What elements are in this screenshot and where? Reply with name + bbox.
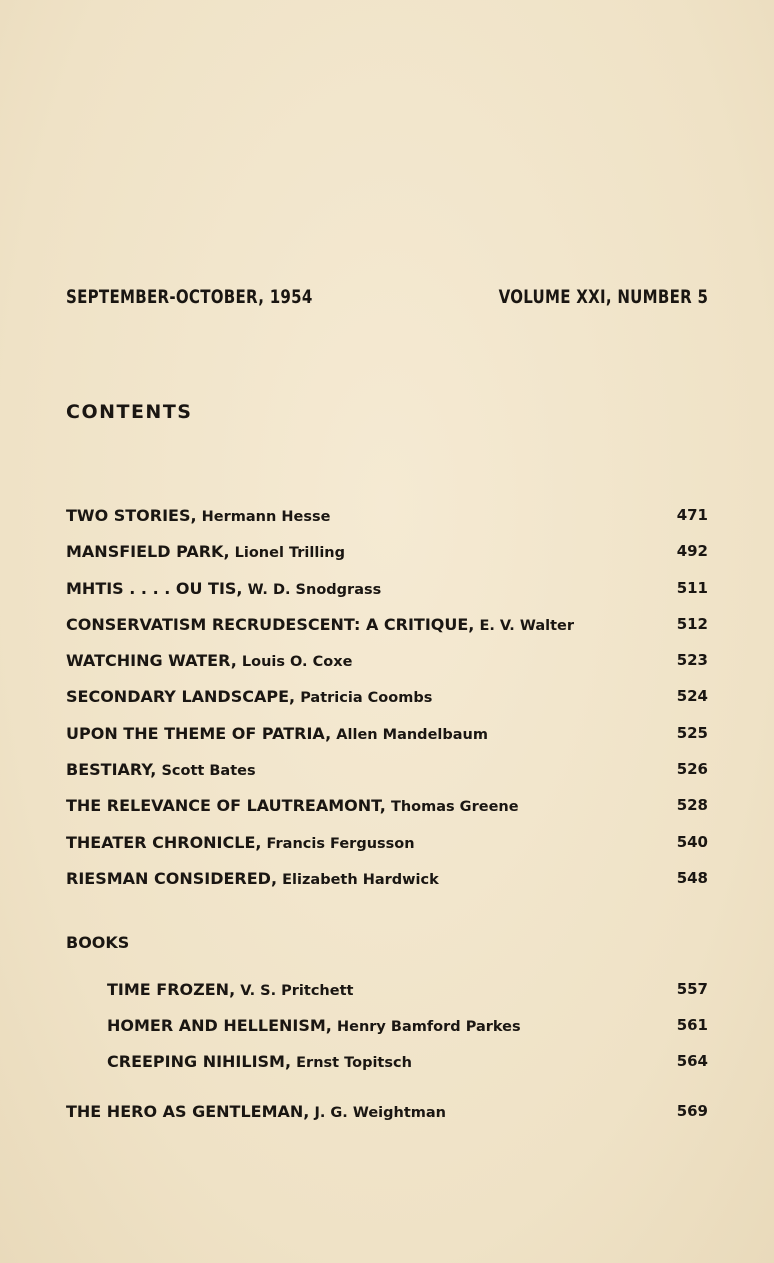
entry-author: Patricia Coombs: [300, 690, 433, 706]
entry-title: THE HERO AS GENTLEMAN,: [66, 1102, 310, 1121]
book-entry: [66, 980, 708, 1004]
entry-page: 561: [676, 1016, 708, 1034]
entry-title: THE RELEVANCE OF LAUTREAMONT,: [66, 796, 386, 815]
entry-page: 525: [676, 724, 708, 742]
entry-title: WATCHING WATER,: [66, 651, 237, 670]
entry-page: 569: [676, 1102, 708, 1120]
entry-page: 524: [676, 687, 708, 705]
entry-author: Ernst Topitsch: [296, 1055, 412, 1071]
toc-entry: [66, 760, 708, 784]
toc-entry: [66, 579, 708, 603]
toc-entry: [66, 1102, 708, 1126]
entry-author: W. D. Snodgrass: [247, 582, 382, 598]
toc-entry: [66, 542, 708, 566]
entry-author: Elizabeth Hardwick: [282, 872, 439, 888]
toc-entry: [66, 833, 708, 857]
toc-entry: [66, 615, 708, 639]
entry-title: MHTIS . . . . OU TIS,: [66, 579, 243, 598]
entry-author: Scott Bates: [161, 763, 256, 779]
entry-page: 492: [676, 542, 708, 560]
toc-entry: [66, 651, 708, 675]
entry-title: MANSFIELD PARK,: [66, 542, 230, 561]
entry-author: J. G. Weightman: [314, 1105, 446, 1121]
entry-author: Lionel Trilling: [234, 545, 345, 561]
entry-title: HOMER AND HELLENISM,: [107, 1016, 332, 1035]
contents-heading: CONTENTS: [66, 401, 193, 423]
entry-page: 540: [676, 833, 708, 851]
entry-title: TIME FROZEN,: [107, 980, 236, 999]
entry-title: TWO STORIES,: [66, 506, 197, 525]
toc-entry: [66, 796, 708, 820]
entry-page: 528: [676, 796, 708, 814]
entry-title: BESTIARY,: [66, 760, 157, 779]
entry-page: 526: [676, 760, 708, 778]
issue-date: SEPTEMBER-OCTOBER, 1954: [66, 286, 313, 308]
entry-page: 471: [676, 506, 708, 524]
entry-page: 511: [676, 579, 708, 597]
entry-title: RIESMAN CONSIDERED,: [66, 869, 278, 888]
entry-page: 548: [676, 869, 708, 887]
toc-entry: [66, 869, 708, 893]
issue-volume: VOLUME XXI, NUMBER 5: [498, 286, 708, 308]
entry-author: Thomas Greene: [390, 799, 519, 815]
issue-header: [66, 286, 708, 316]
entry-author: Allen Mandelbaum: [336, 727, 488, 743]
entry-page: 564: [676, 1052, 708, 1070]
book-entry: [66, 1016, 708, 1040]
toc-entry: [66, 506, 708, 530]
entry-author: V. S. Pritchett: [240, 983, 354, 999]
book-entry: [66, 1052, 708, 1076]
entry-page: 557: [676, 980, 708, 998]
entry-author: Francis Fergusson: [266, 836, 415, 852]
entry-title: THEATER CHRONICLE,: [66, 833, 262, 852]
entry-page: 523: [676, 651, 708, 669]
entry-title: CONSERVATISM RECRUDESCENT: A CRITIQUE,: [66, 615, 475, 634]
entry-title: UPON THE THEME OF PATRIA,: [66, 724, 332, 743]
entry-title: CREEPING NIHILISM,: [107, 1052, 292, 1071]
entry-author: Henry Bamford Parkes: [336, 1019, 521, 1035]
entry-page: 512: [676, 615, 708, 633]
books-heading: BOOKS: [66, 933, 130, 952]
toc-entry: [66, 724, 708, 748]
entry-author: E. V. Walter: [479, 618, 574, 634]
entry-author: Louis O. Coxe: [241, 654, 353, 670]
entry-title: SECONDARY LANDSCAPE,: [66, 687, 296, 706]
entry-author: Hermann Hesse: [201, 509, 331, 525]
toc-entry: [66, 687, 708, 711]
